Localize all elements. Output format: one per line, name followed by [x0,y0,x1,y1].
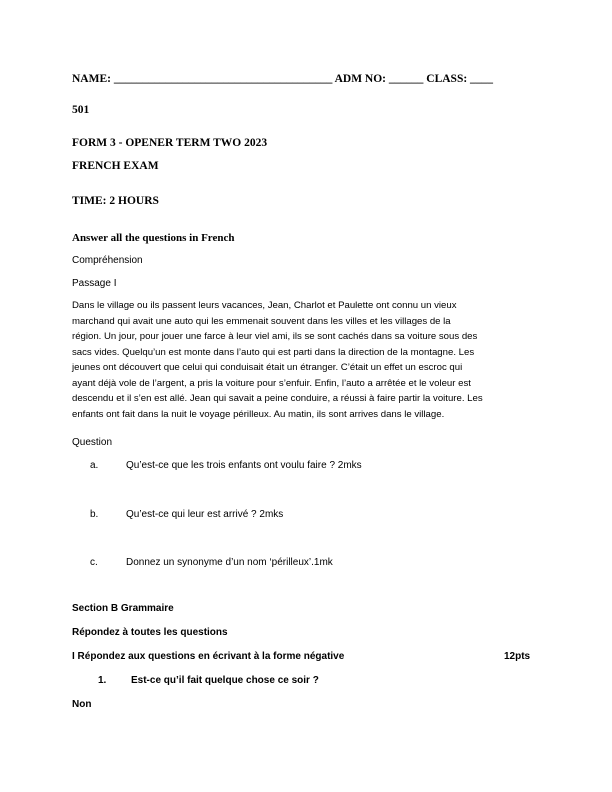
passage-line: sacs vides. Quelqu’un est monte dans l’auto qui est parti dans la direction de la montagne. Les [72,346,475,358]
name-blank: ______________________________________ [113,73,333,85]
grammar-question-text: Est-ce qu’il fait quelque chose ce soir ? [131,675,319,686]
grammar-section-title: Section B Grammaire [72,603,174,614]
exam-code: 501 [72,104,90,116]
question-text: Qu’est-ce qui leur est arrivé ? 2mks [126,509,284,520]
exam-title: FRENCH EXAM [72,160,159,172]
name-row [72,73,493,85]
question-text: Qu’est-ce que les trois enfants ont voulu faire ? 2mks [126,460,362,471]
grammar-question-number: 1. [98,675,107,686]
name-label: NAME: [72,73,111,85]
adm-blank: ______ [388,73,424,85]
question-heading: Question [72,437,113,448]
passage-label: Passage I [72,278,117,289]
form-title: FORM 3 - OPENER TERM TWO 2023 [72,137,268,149]
adm-label: ADM NO: [334,73,387,85]
question-letter: b. [90,509,99,520]
instructions: Answer all the questions in French [72,232,235,244]
question-letter: c. [90,557,98,568]
class-blank: ____ [470,73,494,85]
question-text: Donnez un synonyme d’un nom ‘périlleux’.1mk [126,557,333,568]
class-label: CLASS: [426,73,468,85]
exam-time: TIME: 2 HOURS [72,195,159,207]
grammar-points: 12pts [504,651,531,662]
passage-line: ayant déjà vole de l’argent, a pris la voiture pour s’enfuir. Enfin, l’auto a arrêtée et le voleur est [72,377,471,389]
passage-line: jeunes ont découvert que celui qui conduisait était un étranger. C’était un effet un escroc qui [72,362,463,373]
answer-start: Non [72,699,92,710]
passage-line: enfants ont fait dans la nuit le voyage périlleux. Au matin, ils sont arrives dans le village. [72,408,445,420]
passage-line: descendu et il s’en est allé. Jean qui savait a peine conduire, a réussi à faire partir la voiture. Les [72,393,483,404]
passage-line: Dans le village ou ils passent leurs vacances, Jean, Charlot et Paulette ont connu un vieux [72,300,457,311]
passage-text [72,298,544,422]
question-letter: a. [90,460,99,471]
passage-line: région. Un jour, pour jouer une farce à leur viel ami, ils se sont cachés dans sa voiture sous des [72,331,478,342]
grammar-part-title: I Répondez aux questions en écrivant à la forme négative [72,651,345,662]
comprehension-heading: Compréhension [72,255,143,266]
passage-line: marchand qui avait une auto qui les emmenait souvent dans les villes et les villages de la [72,315,451,327]
grammar-instruction: Répondez à toutes les questions [72,627,228,638]
